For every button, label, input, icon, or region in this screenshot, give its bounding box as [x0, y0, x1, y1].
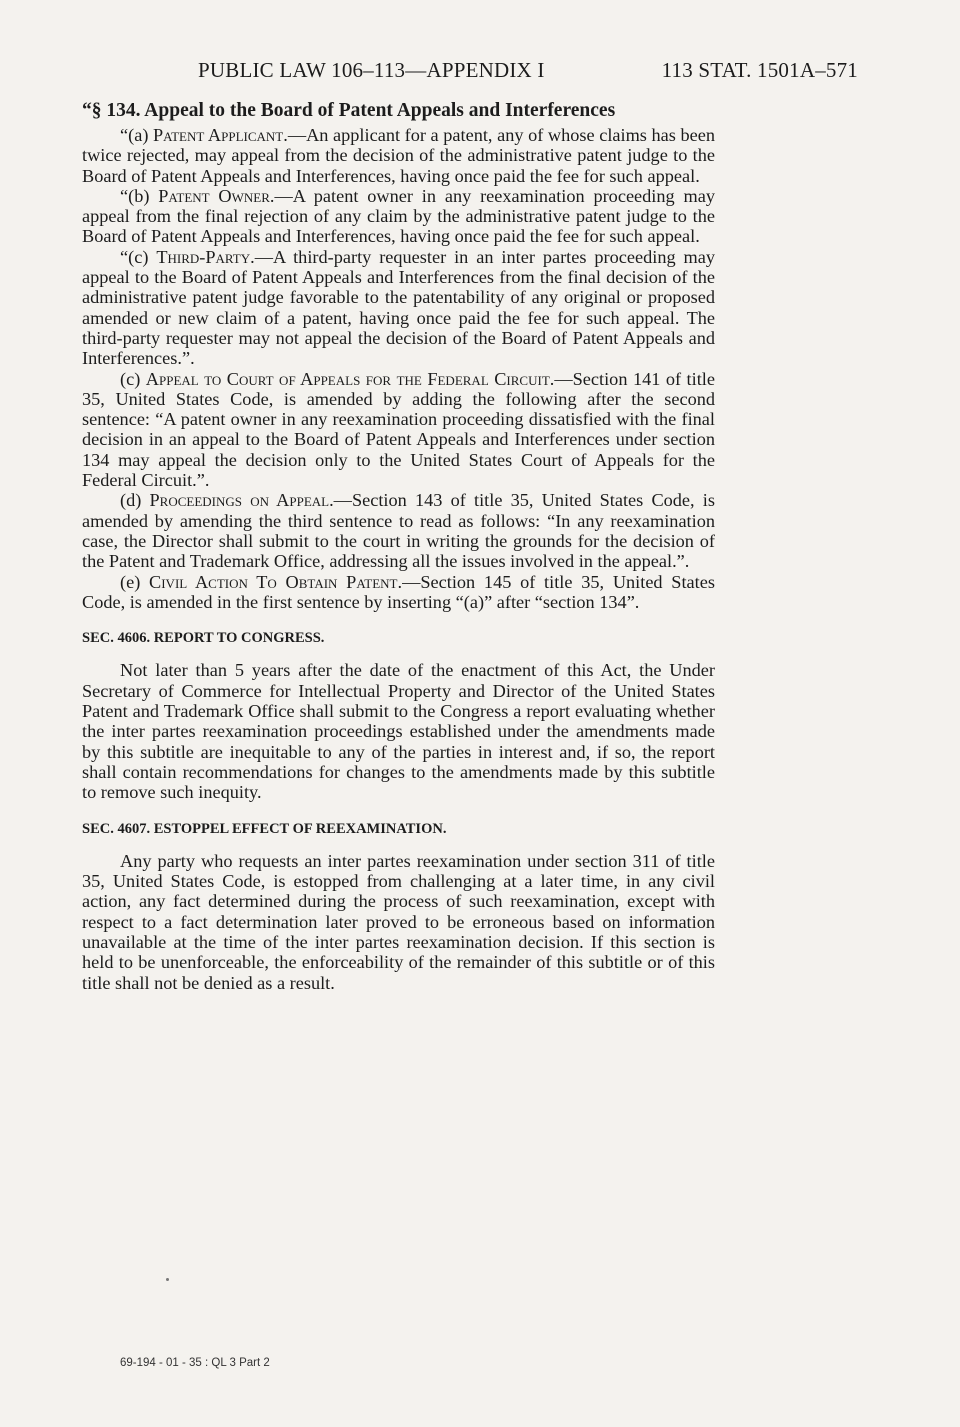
- sec-4607-text: Any party who requests an inter partes reexamination under section 311 of title 35, United States Code, is estopped from challenging at a later time, in any civil action, any fact determined during the process of such reexamination, except with respect to a fact determination later proved to be erroneous based on information unavailable at the time of the inter partes reexamination decision. If this section is held to be unenforceable, the enforceability of the remainder of this subtitle or of this title shall not be denied as a result.: [82, 850, 715, 993]
- paragraph-a-patent-applicant: [82, 125, 715, 186]
- section-134-heading: “§ 134. Appeal to the Board of Patent Appeals and Interferences: [82, 100, 616, 121]
- sec-4607-heading: SEC. 4607. ESTOPPEL EFFECT OF REEXAMINATION.: [82, 820, 447, 837]
- paragraph-text: —Section 145 of title 35, United States Code, is amended in the first sentence by inserting “(a)” after “section 134”.: [82, 571, 715, 612]
- paragraph-text: —A patent owner in any reexamination proceeding may appeal from the final rejection of any claim by the administrative patent judge to the Board of Patent Appeals and Interferences, having once paid the fee for such appeal.: [82, 185, 715, 247]
- print-speck: [166, 1278, 169, 1281]
- subsection-e-civil-action: [82, 572, 715, 613]
- paragraph-heading: Patent Owner.: [158, 185, 275, 206]
- statute-page-number: 113 STAT. 1501A–571: [661, 58, 858, 82]
- paragraph-label: (c): [120, 368, 146, 389]
- paragraph-text: —A third-party requester in an inter partes proceeding may appeal to the Board of Patent Appeals and Interferences from the final decision of the administrative patent judge favorable to the patentability of any original or proposed amended or new claim of a patent, having once paid the fee for such appeal. The third-party requester may not appeal the decision of the Board of Patent Appeals and Interferences.”.: [82, 246, 715, 369]
- paragraph-label: “(b): [120, 185, 159, 206]
- paragraph-label: (e): [120, 571, 150, 592]
- sec-4606-text: Not later than 5 years after the date of the enactment of this Act, the Under Secretary of Commerce for Intellectual Property and Director of the United States Patent and Trademark Office shall submit to the Congress a report evaluating whether the inter partes reexamination proceedings established under the amendments made by this subtitle are inequitable to any of the parties in interest and, if so, the report shall contain recommendations for changes to the amendments made by this subtitle to remove such inequity.: [82, 660, 715, 803]
- paragraph-label: “(a): [120, 125, 153, 145]
- paragraph-text: —An applicant for a patent, any of whose claims has been twice rejected, may appeal from the decision of the administrative patent judge to the Board of Patent Appeals and Interferences, having once paid the fee for such appeal.: [82, 125, 715, 186]
- paragraph-label: “(c): [120, 246, 157, 267]
- paragraph-label: (d): [120, 490, 150, 511]
- paragraph-heading: Proceedings on Appeal.: [149, 490, 334, 511]
- subsection-d-proceedings-on-appeal: [82, 490, 715, 571]
- paragraph-c-third-party: [82, 247, 715, 369]
- public-law-title: PUBLIC LAW 106–113—APPENDIX I: [198, 58, 545, 82]
- footer-job-code: 69-194 - 01 - 35 : QL 3 Part 2: [120, 1357, 270, 1369]
- body-text: [82, 100, 715, 993]
- paragraph-heading: Civil Action To Obtain Patent.: [149, 571, 403, 592]
- paragraph-text: —Section 143 of title 35, United States Code, is amended by amending the third sentence to read as follows: “In any reexamination case, the Director shall submit to the court in writing the grounds for the decision of the Patent and Trademark Office, addressing all the issues involved in the appeal.”.: [82, 490, 716, 572]
- subsection-c-appeal-federal-circuit: [82, 369, 715, 491]
- paragraph-text: —Section 141 of title 35, United States Code, is amended by adding the following after the second sentence: “A patent owner in any reexamination proceeding dissatisfied with the final decision in an appeal to the Board of Patent Appeals and Interferences under section 134 may appeal the decision only to the United States Court of Appeals for the Federal Circuit.”.: [82, 368, 715, 491]
- paragraph-heading: Patent Applicant.: [153, 125, 288, 145]
- sec-4606-heading: SEC. 4606. REPORT TO CONGRESS.: [82, 630, 325, 647]
- paragraph-b-patent-owner: [82, 186, 715, 247]
- paragraph-heading: Third-Party.: [156, 246, 255, 267]
- paragraph-heading: Appeal to Court of Appeals for the Federal Circuit.: [145, 368, 555, 389]
